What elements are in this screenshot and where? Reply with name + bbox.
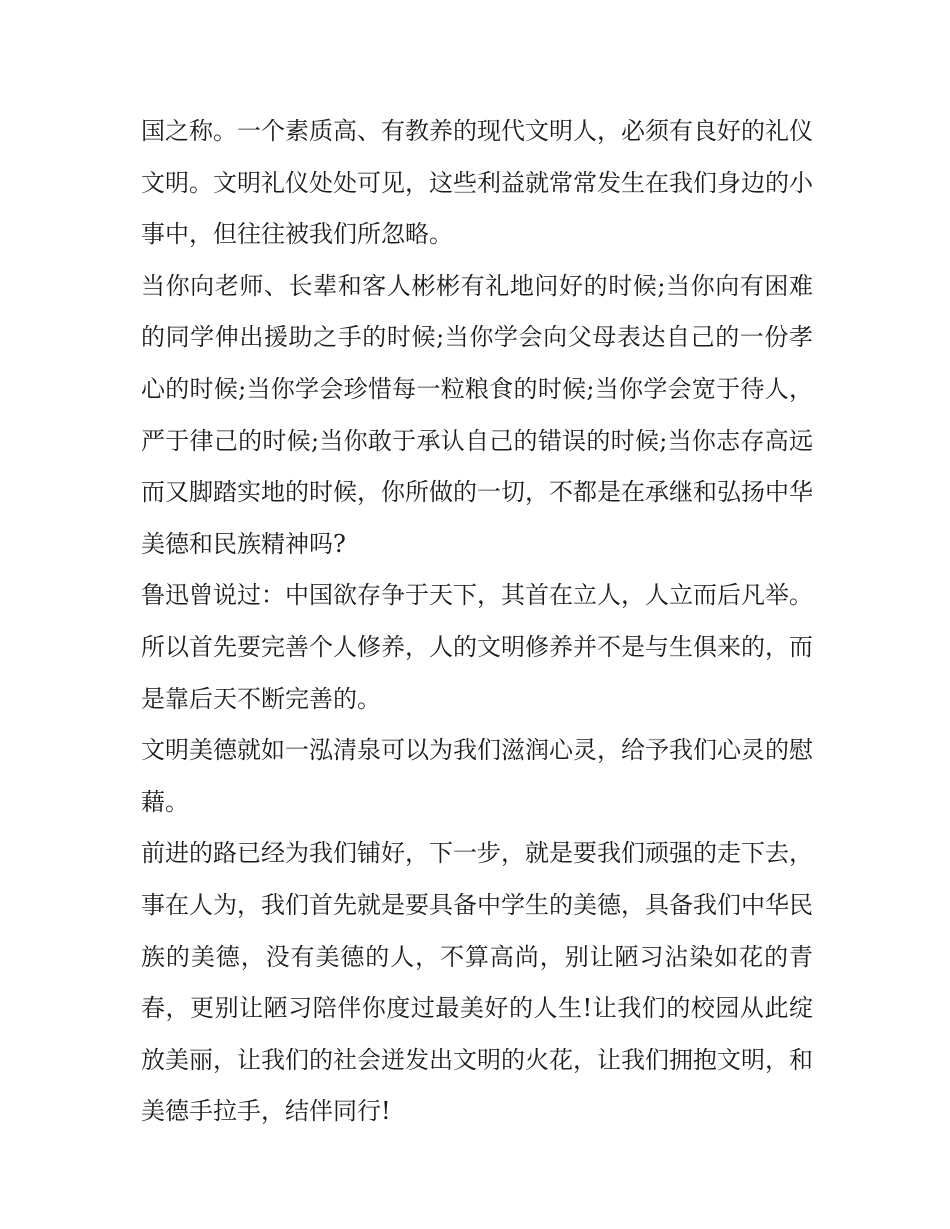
paragraph-virtue-spring: 文明美德就如一泓清泉可以为我们滋润心灵，给予我们心灵的慰藉。 <box>141 736 813 816</box>
paragraph-civility-intro: 国之称。一个素质高、有教养的现代文明人，必须有良好的礼仪文明。文明礼仪处处可见，这些利益就常常发生在我们身边的小事中，但往往被我们所忽略。 <box>141 117 813 249</box>
paragraph-lu-xun-quote: 鲁迅曾说过：中国欲存争于天下，其首在立人，人立而后凡举。所以首先要完善个人修养，人的文明修养并不是与生俱来的，而是靠后天不断完善的。 <box>141 581 813 713</box>
document-body <box>141 106 813 1138</box>
paragraph-when-you: 当你向老师、长辈和客人彬彬有礼地问好的时候;当你向有困难的同学伸出援助之手的时候;当你学会向父母表达自己的一份孝心的时候;当你学会珍惜每一粒粮食的时候;当你学会宽于待人，严于律己的时候;当你敢于承认自己的错误的时候;当你志存高远而又脚踏实地的时候，你所做的一切，不都是在承继和弘扬中华美德和民族精神吗? <box>141 271 813 558</box>
paragraph-conclusion: 前进的路已经为我们铺好，下一步，就是要我们顽强的走下去，事在人为，我们首先就是要具备中学生的美德，具备我们中华民族的美德，没有美德的人，不算高尚，别让陋习沾染如花的青春，更别让陋习陪伴你度过最美好的人生!让我们的校园从此绽放美丽，让我们的社会迸发出文明的火花，让我们拥抱文明，和美德手拉手，结伴同行! <box>141 839 813 1126</box>
